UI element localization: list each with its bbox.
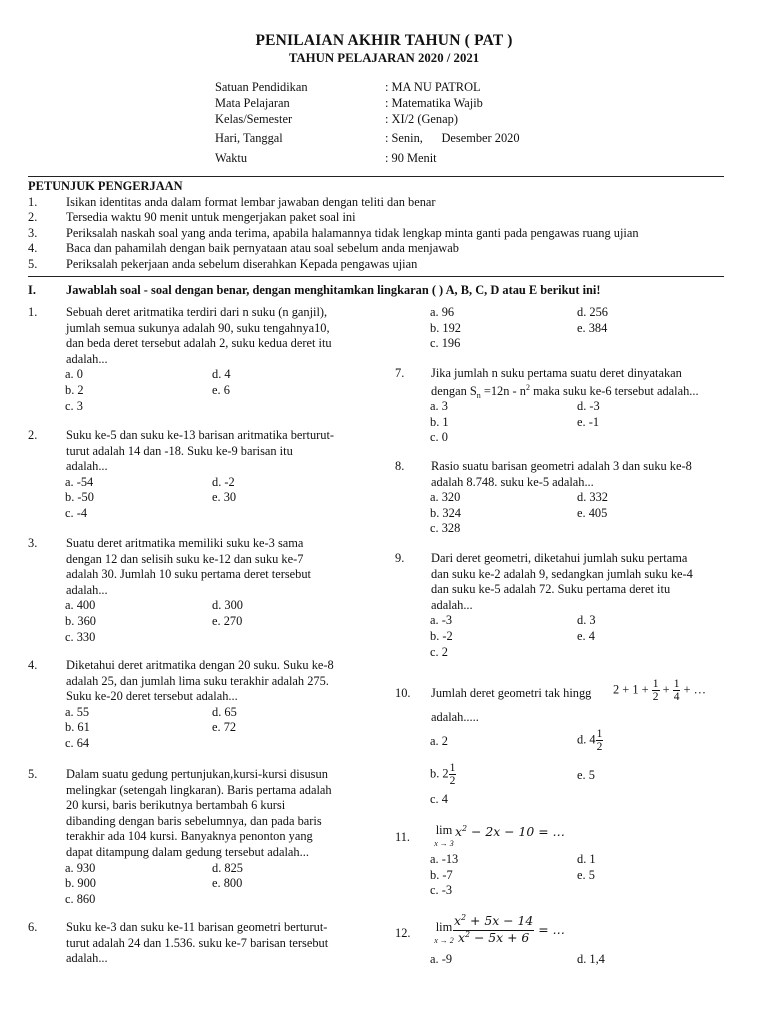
- question-text: dan suku ke-5 adalah 72. Suku pertama deret itu: [431, 582, 671, 597]
- instruction-text: Periksalah naskah soal yang anda terima, apabila halamannya tidak lengkap minta ganti pada pengawas ruang ujian: [66, 225, 639, 240]
- numerator: 1: [673, 678, 680, 690]
- formula-part: n: [476, 390, 481, 400]
- option-b[interactable]: b. -50: [65, 490, 94, 505]
- option-a[interactable]: a. 55: [65, 704, 90, 719]
- question-text: Suku ke-3 dan suku ke-11 barisan geometri berturut-: [66, 920, 328, 934]
- formula-part: maka suku ke-6 tersebut adalah...: [529, 383, 699, 398]
- expr-var: x: [457, 930, 465, 945]
- option-b[interactable]: b. 900: [65, 876, 96, 891]
- fraction: [449, 762, 457, 787]
- exponent: 2: [462, 824, 468, 833]
- option-a[interactable]: a. 0: [65, 367, 83, 382]
- series-expression: [613, 678, 706, 703]
- option-d[interactable]: d. 65: [212, 704, 237, 719]
- option-e[interactable]: e. 270: [212, 614, 243, 628]
- instruction-text: Baca dan pahamilah dengan baik pernyataan atau soal sebelum anda menjawab: [66, 241, 459, 256]
- option-a[interactable]: a. 400: [65, 598, 96, 613]
- question-number: 2.: [28, 428, 38, 442]
- fraction: [453, 914, 534, 947]
- option-c[interactable]: c. 196: [430, 336, 461, 351]
- question-number: 12.: [395, 926, 411, 940]
- instruction-text: Periksalah pekerjaan anda sebelum diserahkan Kepada pengawas ujian: [66, 256, 418, 271]
- option-e[interactable]: e. 6: [212, 383, 230, 397]
- option-c[interactable]: c. -4: [65, 506, 88, 520]
- option-e[interactable]: e. 4: [577, 629, 595, 643]
- option-e[interactable]: e. 30: [212, 490, 237, 505]
- question-10: [395, 678, 745, 808]
- question-text: turut adalah 24 dan 1.536. suku ke-7 barisan tersebut: [66, 935, 329, 950]
- identity-label: Waktu: [215, 151, 248, 165]
- divider: [28, 276, 724, 277]
- instruction-text: Tersedia waktu 90 menit untuk mengerjakan paket soal ini: [66, 210, 356, 225]
- question-text: dapat ditampung dalam gedung tersebut adalah...: [66, 845, 309, 859]
- lim-subscript: x → 2: [434, 936, 454, 945]
- option-d-whole: d. 4: [577, 732, 596, 747]
- option-e[interactable]: e. 5: [577, 768, 595, 782]
- option-b[interactable]: b. 192: [430, 320, 461, 335]
- question-text: jumlah semua sukunya adalah 90, suku tengahnya10,: [66, 320, 330, 335]
- question-text: Dari deret geometri, diketahui jumlah suku pertama: [431, 551, 688, 565]
- fraction: [596, 728, 604, 753]
- option-a[interactable]: a. -9: [430, 952, 453, 966]
- option-c[interactable]: c. -3: [430, 883, 453, 898]
- question-text: Diketahui deret aritmatika dengan 20 suku. Suku ke-8: [66, 658, 334, 672]
- instruction-num: 3.: [28, 225, 38, 240]
- question-text: adalah...: [66, 951, 108, 966]
- limit-expression: [453, 914, 565, 947]
- expr-var: x: [455, 824, 462, 839]
- question-text: adalah...: [66, 582, 108, 597]
- divider: [28, 176, 724, 177]
- denominator: [453, 931, 534, 947]
- option-b[interactable]: b. 2: [65, 383, 84, 397]
- question-number: 1.: [28, 305, 38, 319]
- question-number: 8.: [395, 459, 405, 473]
- question-text: Sebuah deret aritmatika terdiri dari n suku (n ganjil),: [66, 305, 328, 319]
- limit-operator: [431, 824, 457, 850]
- exponent: 2: [461, 913, 467, 922]
- question-text: adalah 8.748. suku ke-5 adalah...: [431, 474, 594, 489]
- expr-rest: − 5x + 6: [470, 930, 530, 945]
- fraction: [652, 678, 660, 703]
- option-c[interactable]: c. 330: [65, 629, 96, 644]
- question-text: turut adalah 14 dan -18. Suku ke-9 barisan itu: [66, 443, 293, 458]
- option-a[interactable]: a. 3: [430, 399, 448, 414]
- option-a[interactable]: a. 96: [430, 305, 455, 319]
- option-d[interactable]: [577, 728, 603, 753]
- option-a[interactable]: a. 930: [65, 860, 96, 875]
- option-d[interactable]: d. 1: [577, 852, 596, 866]
- denominator: 4: [673, 691, 680, 703]
- expr-var: x: [454, 913, 461, 928]
- option-a[interactable]: a. -3: [430, 613, 453, 628]
- numerator: 1: [449, 762, 456, 774]
- lim-subscript: x → 3: [434, 839, 454, 848]
- section-num: I.: [28, 283, 36, 297]
- option-d[interactable]: d. -2: [212, 474, 235, 489]
- option-c[interactable]: c. 2: [430, 644, 448, 659]
- lim-label: lim: [435, 823, 453, 837]
- option-c[interactable]: c. 860: [65, 891, 96, 906]
- question-text: terakhir ada 104 kursi. Banyaknya penonton yang: [66, 829, 313, 844]
- denominator: 2: [596, 741, 603, 753]
- option-e[interactable]: e. 405: [577, 505, 608, 520]
- instruction-num: 5.: [28, 256, 38, 271]
- option-e[interactable]: e. 384: [577, 320, 608, 335]
- expr-tail: + …: [680, 682, 707, 697]
- denominator: 2: [449, 775, 456, 787]
- formula-part: 2: [525, 382, 530, 392]
- option-e[interactable]: e. 5: [577, 867, 595, 882]
- question-number: 9.: [395, 551, 405, 565]
- question-number: 6.: [28, 920, 38, 934]
- option-c[interactable]: c. 0: [430, 430, 448, 445]
- numerator: 1: [652, 678, 659, 690]
- question-text: Jumlah deret geometri tak hingg: [431, 686, 592, 700]
- option-b[interactable]: b. 1: [430, 414, 449, 429]
- question-text: adalah...: [431, 597, 473, 612]
- formula-part: =12n - n: [480, 383, 526, 398]
- numerator: 1: [596, 728, 603, 740]
- option-d[interactable]: d. 1,4: [577, 952, 605, 966]
- option-d[interactable]: d. 4: [212, 367, 231, 382]
- question-text: [431, 384, 699, 401]
- question-text: Jika jumlah n suku pertama suatu deret dinyatakan: [431, 366, 682, 380]
- question-text: adalah...: [66, 351, 108, 366]
- expr-tail: = …: [534, 922, 565, 937]
- question-11: [395, 824, 745, 899]
- section-text: Jawablah soal - soal dengan benar, dengan menghitamkan lingkaran ( ) A, B, C, D atau E berikut ini!: [66, 283, 601, 297]
- identity-value: : Matematika Wajib: [385, 96, 483, 110]
- option-b[interactable]: b. -2: [430, 629, 453, 643]
- option-d[interactable]: d. 3: [577, 613, 596, 628]
- option-d[interactable]: d. 300: [212, 598, 243, 613]
- question-text: adalah...: [66, 459, 108, 474]
- numerator: [453, 914, 534, 931]
- question-number: 10.: [395, 686, 411, 700]
- option-a[interactable]: a. 2: [430, 734, 448, 748]
- option-a[interactable]: a. 320: [430, 490, 461, 505]
- question-text: adalah 25, dan jumlah lima suku terakhir adalah 275.: [66, 673, 329, 688]
- identity-label: Mata Pelajaran: [215, 96, 290, 110]
- option-e[interactable]: e. -1: [577, 414, 600, 429]
- option-e[interactable]: e. 800: [212, 876, 243, 891]
- option-b[interactable]: b. 360: [65, 614, 96, 628]
- formula-part: dengan S: [431, 383, 477, 398]
- question-text: dan suku ke-2 adalah 9, sedangkan jumlah suku ke-4: [431, 566, 693, 581]
- identity-label: Kelas/Semester: [215, 112, 293, 126]
- identity-label: Hari, Tanggal: [215, 131, 283, 145]
- limit-expression: [455, 824, 565, 842]
- question-number: 5.: [28, 767, 38, 781]
- option-b[interactable]: b. -7: [430, 867, 453, 882]
- option-d[interactable]: d. 825: [212, 860, 243, 875]
- instructions-heading: PETUNJUK PENGERJAAN: [28, 179, 183, 193]
- identity-value: : Senin, Desember 2020: [385, 131, 520, 145]
- identity-value: : MA NU PATROL: [385, 80, 481, 94]
- question-text: Suku ke-20 deret tersebut adalah...: [66, 689, 238, 704]
- question-number: 7.: [395, 366, 405, 380]
- question-text: Suku ke-5 dan suku ke-13 barisan aritmatika berturut-: [66, 428, 335, 442]
- denominator: 2: [652, 691, 659, 703]
- question-12: [395, 910, 745, 970]
- option-c[interactable]: c. 3: [65, 398, 83, 413]
- page-subtitle: TAHUN PELAJARAN 2020 / 2021: [288, 51, 480, 65]
- option-d[interactable]: d. -3: [577, 399, 600, 414]
- instruction-num: 1.: [28, 194, 38, 209]
- question-text: adalah 30. Jumlah 10 suku pertama deret tersebut: [66, 567, 311, 582]
- question-number: 11.: [395, 830, 411, 844]
- instruction-text: Isikan identitas anda dalam format lembar jawaban dengan teliti dan benar: [66, 194, 436, 209]
- question-text: melingkar (setengah lingkaran). Baris pertama adalah: [66, 782, 332, 797]
- option-b[interactable]: b. 324: [430, 505, 461, 520]
- question-text: 20 kursi, baris berikutnya bertambah 6 kursi: [66, 798, 286, 813]
- option-c[interactable]: c. 64: [65, 736, 90, 750]
- option-b[interactable]: b. 61: [65, 720, 90, 735]
- question-text: Rasio suatu barisan geometri adalah 3 dan suku ke-8: [431, 459, 692, 473]
- question-number: 3.: [28, 536, 38, 550]
- option-c[interactable]: c. 4: [430, 792, 448, 806]
- expr-rest: − 2x − 10 = …: [467, 824, 565, 839]
- option-b-whole: b. 2: [430, 766, 449, 781]
- instruction-num: 2.: [28, 210, 38, 225]
- option-a[interactable]: a. -13: [430, 852, 459, 866]
- expr-rest: + 5x − 14: [466, 913, 534, 928]
- question-text: dibanding dengan baris sebelumnya, dan pada baris: [66, 813, 322, 828]
- page-title: PENILAIAN AKHIR TAHUN ( PAT ): [255, 32, 513, 49]
- identity-value: : XI/2 (Genap): [385, 112, 458, 126]
- question-text: Suatu deret aritmatika memiliki suku ke-3 sama: [66, 536, 304, 550]
- instruction-num: 4.: [28, 241, 38, 256]
- exponent: 2: [464, 930, 471, 939]
- identity-value: : 90 Menit: [385, 151, 437, 165]
- question-text: Dalam suatu gedung pertunjukan,kursi-kursi disusun: [66, 767, 328, 781]
- identity-label: Satuan Pendidikan: [215, 80, 308, 94]
- instructions: [28, 179, 728, 273]
- option-d[interactable]: d. 256: [577, 305, 608, 319]
- question-text: dan beda deret tersebut adalah 2, suku kedua deret itu: [66, 336, 332, 351]
- question-number: 4.: [28, 658, 38, 672]
- lim-label: lim: [435, 920, 453, 934]
- expr-plus: +: [659, 682, 673, 697]
- question-text: adalah.....: [431, 710, 479, 724]
- option-a[interactable]: a. -54: [65, 474, 94, 489]
- expr-start: 2 + 1 +: [613, 682, 652, 697]
- option-c[interactable]: c. 328: [430, 521, 461, 536]
- option-e[interactable]: e. 72: [212, 720, 237, 735]
- option-b[interactable]: [430, 762, 456, 787]
- question-text: dengan 12 dan selisih suku ke-12 dan suku ke-7: [66, 551, 304, 566]
- option-d[interactable]: d. 332: [577, 490, 608, 505]
